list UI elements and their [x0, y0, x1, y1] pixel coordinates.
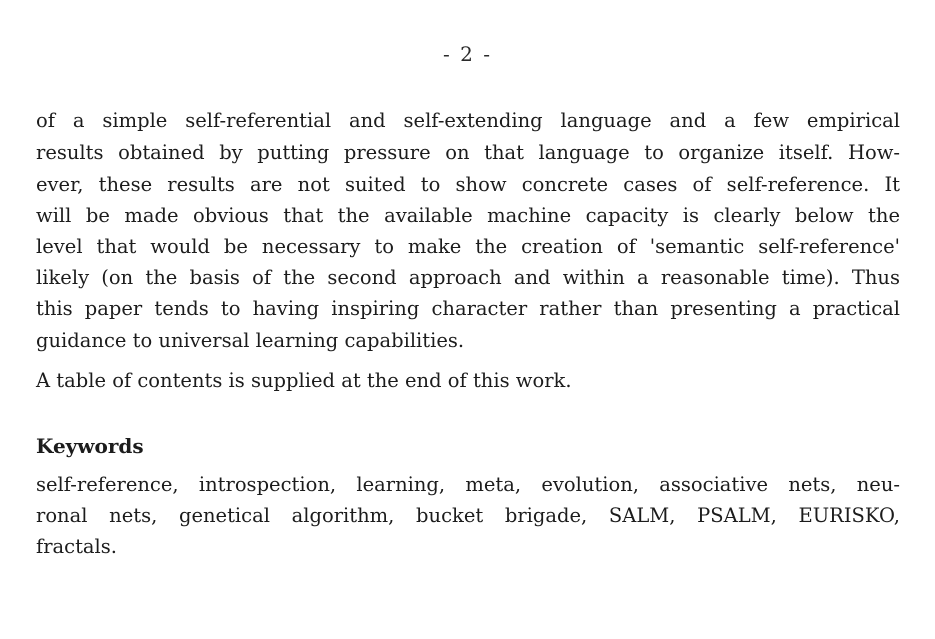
text-line: will be made obvious that the available machine capacity is clearly below the — [36, 204, 900, 227]
keywords-heading: Keywords — [36, 434, 144, 458]
keywords-line: self-reference, introspection, learning, meta, evolution, associative nets, neu- — [36, 473, 900, 496]
text-line: ever, these results are not suited to show concrete cases of self-reference. It — [36, 173, 900, 196]
text-line: likely (on the basis of the second approach and within a reasonable time). Thus — [36, 266, 900, 289]
table-of-contents-note: A table of contents is supplied at the end of this work. — [36, 369, 572, 392]
text-line: this paper tends to having inspiring character rather than presenting a practical — [36, 297, 900, 320]
keywords-line: ronal nets, genetical algorithm, bucket brigade, SALM, PSALM, EURISKO, — [36, 504, 900, 527]
text-line: of a simple self-referential and self-extending language and a few empirical — [36, 109, 900, 132]
text-line: level that would be necessary to make the creation of 'semantic self-reference' — [36, 235, 900, 258]
text-line: results obtained by putting pressure on that language to organize itself. How- — [36, 141, 900, 164]
page-number: - 2 - — [443, 42, 492, 66]
text-line: guidance to universal learning capabilities. — [36, 329, 465, 352]
keywords-line: fractals. — [36, 535, 117, 558]
